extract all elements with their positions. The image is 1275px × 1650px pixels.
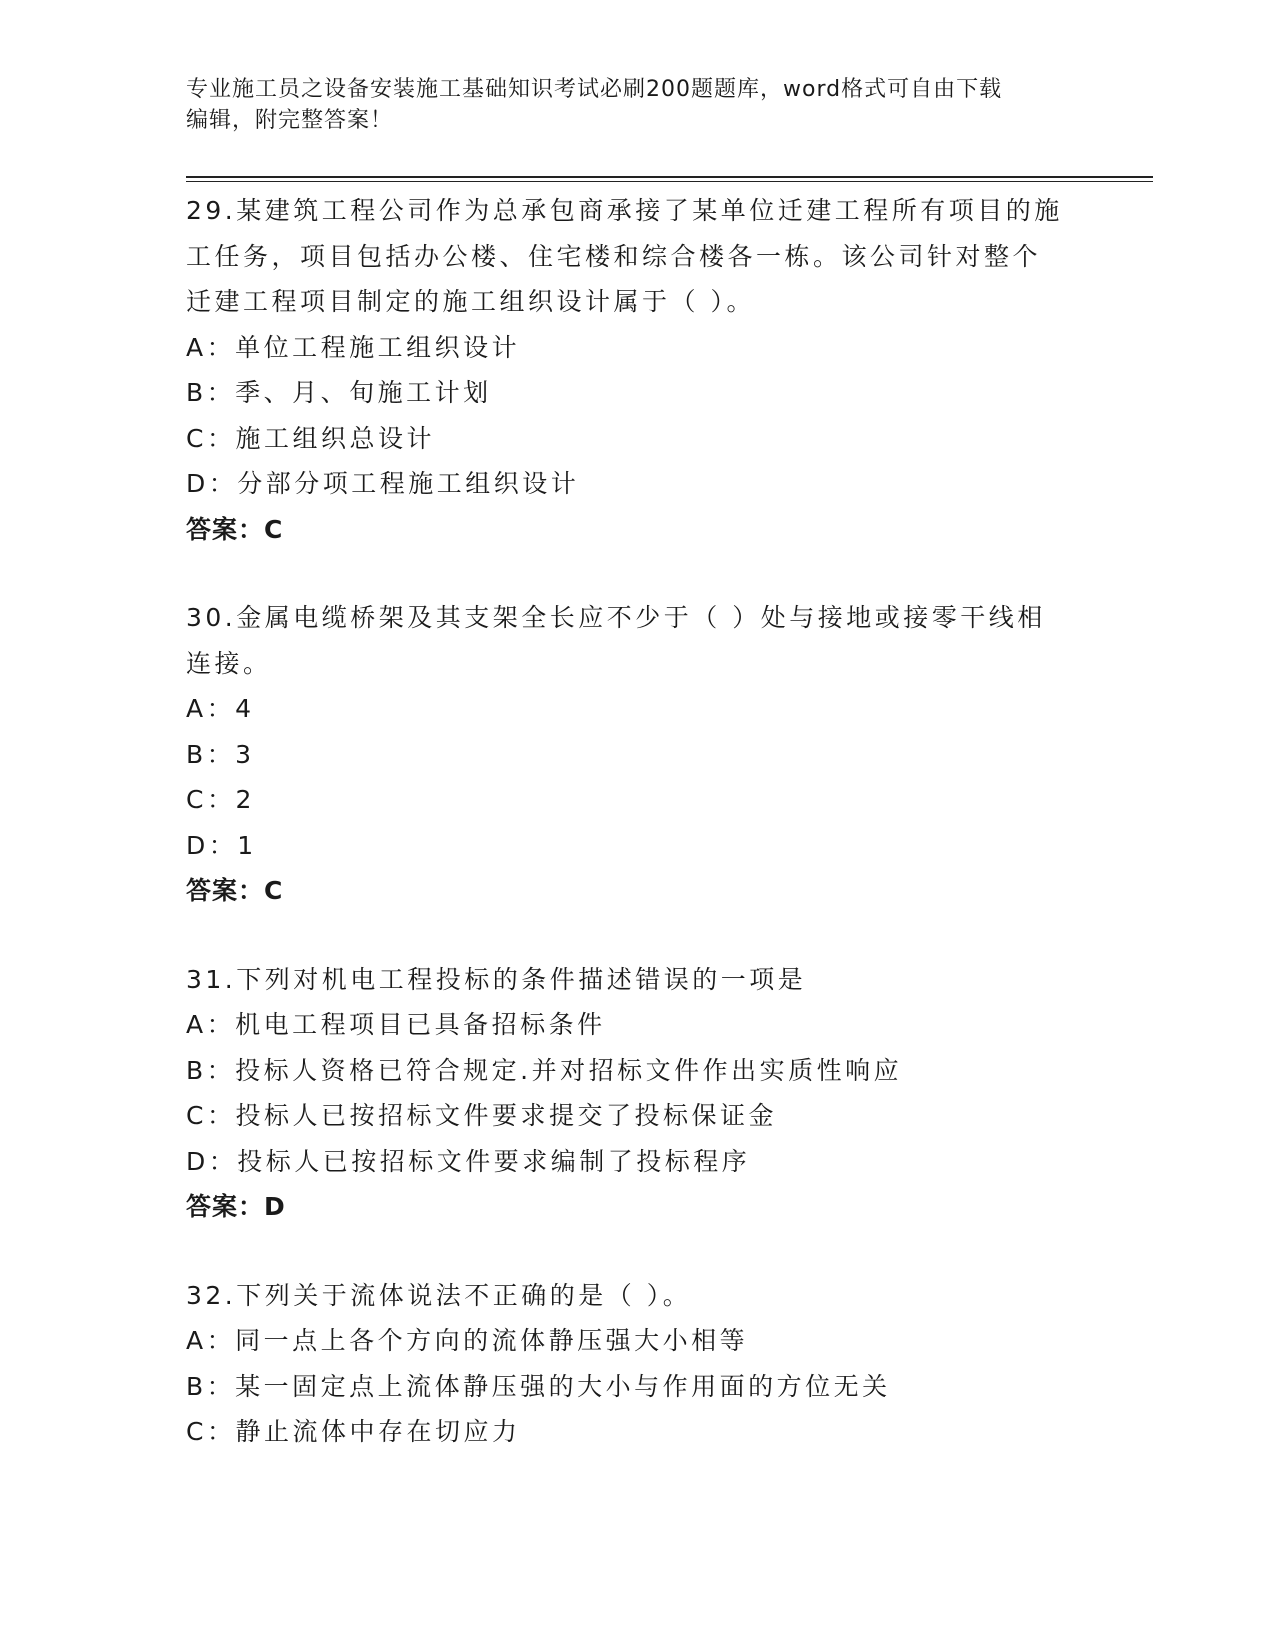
question-30 [186,595,1086,914]
option-c: C：施工组织总设计 [186,423,435,453]
option-d: D：投标人已按招标文件要求编制了投标程序 [186,1146,751,1176]
stem-line: 迁建工程项目制定的施工组织设计属于（ ）。 [186,287,755,316]
option-b: B：某一固定点上流体静压强的大小与作用面的方位无关 [186,1371,891,1401]
stem-line: 29.某建筑工程公司作为总承包商承接了某单位迁建工程所有项目的施 [186,196,1063,225]
question-29 [186,188,1086,552]
header-line-2: 编辑，附完整答案！ [186,108,394,133]
question-stem [186,1273,1086,1319]
option-c: C：2 [186,785,255,814]
question-31 [186,957,1086,1230]
question-stem [186,188,1086,325]
option-d: D：分部分项工程施工组织设计 [186,469,580,498]
header-divider-thick [186,176,1153,178]
question-stem [186,957,1086,1003]
stem-line: 工任务，项目包括办公楼、住宅楼和综合楼各一栋。该公司针对整个 [186,241,1042,271]
question-list [186,188,1086,1498]
option-c: C：投标人已按招标文件要求提交了投标保证金 [186,1101,777,1130]
stem-line: 32.下列关于流体说法不正确的是（ ）。 [186,1280,692,1310]
answer-line: 答案：D [186,1192,286,1221]
option-a: A：同一点上各个方向的流体静压强大小相等 [186,1326,749,1355]
option-d: D：1 [186,830,257,860]
option-a: A：单位工程施工组织设计 [186,332,521,362]
question-32 [186,1273,1086,1455]
option-c: C：静止流体中存在切应力 [186,1417,521,1446]
option-b: B：3 [186,739,255,769]
answer-line: 答案：C [186,876,284,905]
question-stem [186,595,1086,686]
answer-line: 答案：C [186,514,284,544]
header-line-1: 专业施工员之设备安装施工基础知识考试必刷200题题库，word格式可自由下载 [186,77,1003,102]
stem-line: 连接。 [186,648,272,678]
stem-line: 31.下列对机电工程投标的条件描述错误的一项是 [186,964,807,994]
option-a: A：4 [186,694,255,723]
stem-line: 30.金属电缆桥架及其支架全长应不少于（ ）处与接地或接零干线相 [186,603,1046,632]
header-divider-thin [186,181,1153,182]
option-b: B：投标人资格已符合规定.并对招标文件作出实质性响应 [186,1055,903,1085]
option-b: B：季、月、旬施工计划 [186,378,492,407]
option-a: A：机电工程项目已具备招标条件 [186,1010,606,1039]
document-header [186,74,1066,136]
